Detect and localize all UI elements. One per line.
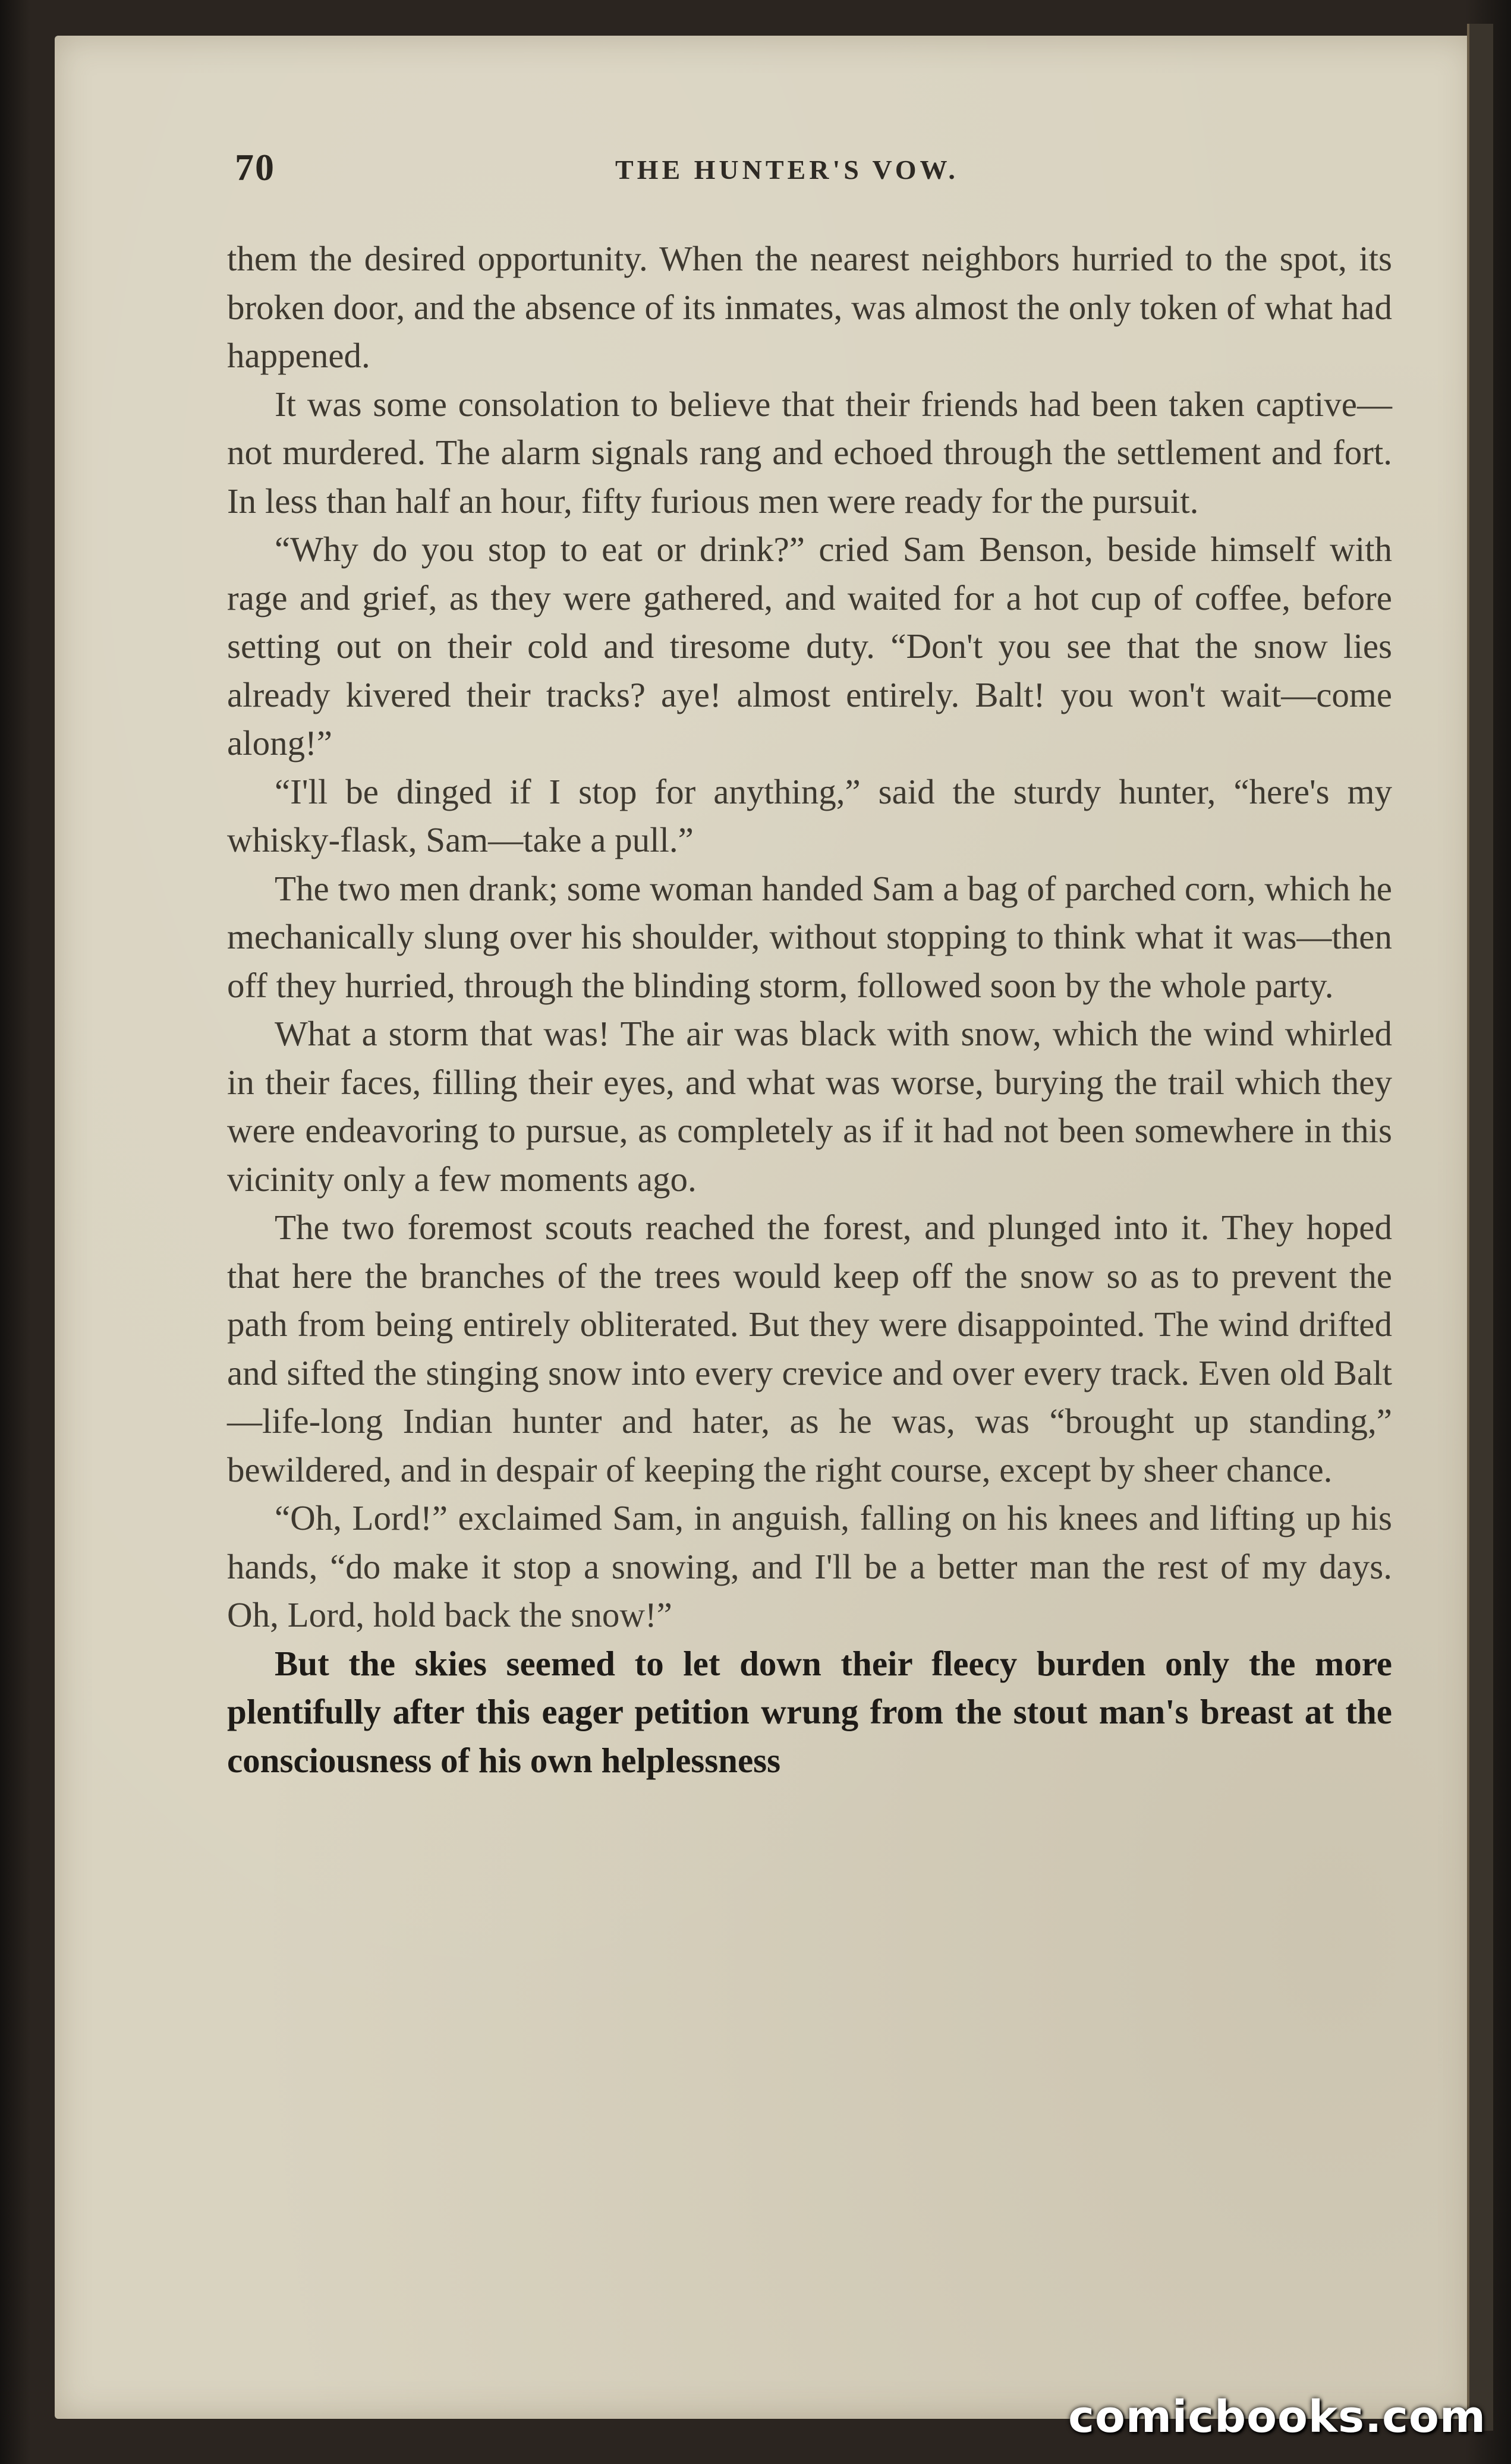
paragraph-7: The two foremost scouts reached the forest, and plunged into it. They hoped that here the branches of the trees would keep off the snow so as to prevent the path from being entirely obliterated. But they were disappointed. The wind drifted and sifted the stinging snow into every crevice and over every track. Even old Balt—life-long Indian hunter and hater, as he was, was “brought up standing,” bewildered, and in despair of keeping the right course, except by sheer chance. <box>227 1208 1392 1489</box>
paragraph-5: The two men drank; some woman handed Sam a bag of parched corn, which he mechanically slung over his shoulder, without stopping to think what it was—then off they hurried, through the blinding storm, followed soon by the whole party. <box>227 868 1392 1005</box>
paragraph-3: “Why do you stop to eat or drink?” cried Sam Benson, beside himself with rage and grief, as they were gathered, and waited for a hot cup of coffee, before setting out on their cold and tiresome duty. “Don't you see that the snow lies already kivered their tracks? aye! almost entirely. Balt! you won't wait—come along!” <box>227 530 1392 762</box>
running-head: THE HUNTER'S VOW. <box>615 155 959 185</box>
paragraph-6: What a storm that was! The air was black with snow, which the wind whirled in their faces, filling their eyes, and what was worse, burying the trail which they were endeavoring to pursue, as completely as if it had not been somewhere in this vicinity only a few moments ago. <box>227 1014 1392 1199</box>
watermark: comicbooks.com <box>1068 2391 1486 2443</box>
paragraph-8: “Oh, Lord!” exclaimed Sam, in anguish, falling on his knees and lifting up his hands, “do make it stop a snowing, and I'll be a better man the rest of my days. Oh, Lord, hold back the snow!” <box>227 1498 1392 1634</box>
paragraph-9: But the skies seemed to let down their fleecy burden only the more plentifully after this eager petition wrung from the stout man's breast at the consciousness of his own helplessness <box>227 1643 1392 1780</box>
page-number: 70 <box>235 146 275 188</box>
paragraph-2: It was some consolation to believe that their friends had been taken captive—not murdered. The alarm signals rang and echoed through the settlement and fort. In less than half an hour, fifty furious men were ready for the pursuit. <box>227 384 1392 521</box>
paragraph-1: them the desired opportunity. When the nearest neighbors hurried to the spot, its broken door, and the absence of its inmates, was almost the only token of what had happened. <box>227 239 1392 375</box>
body-text <box>227 235 1392 1785</box>
paragraph-4: “I'll be dinged if I stop for anything,” said the sturdy hunter, “here's my whisky-flask, Sam—take a pull.” <box>227 771 1392 859</box>
book-binding-edge <box>1467 24 1493 2431</box>
page-header <box>235 146 1388 193</box>
